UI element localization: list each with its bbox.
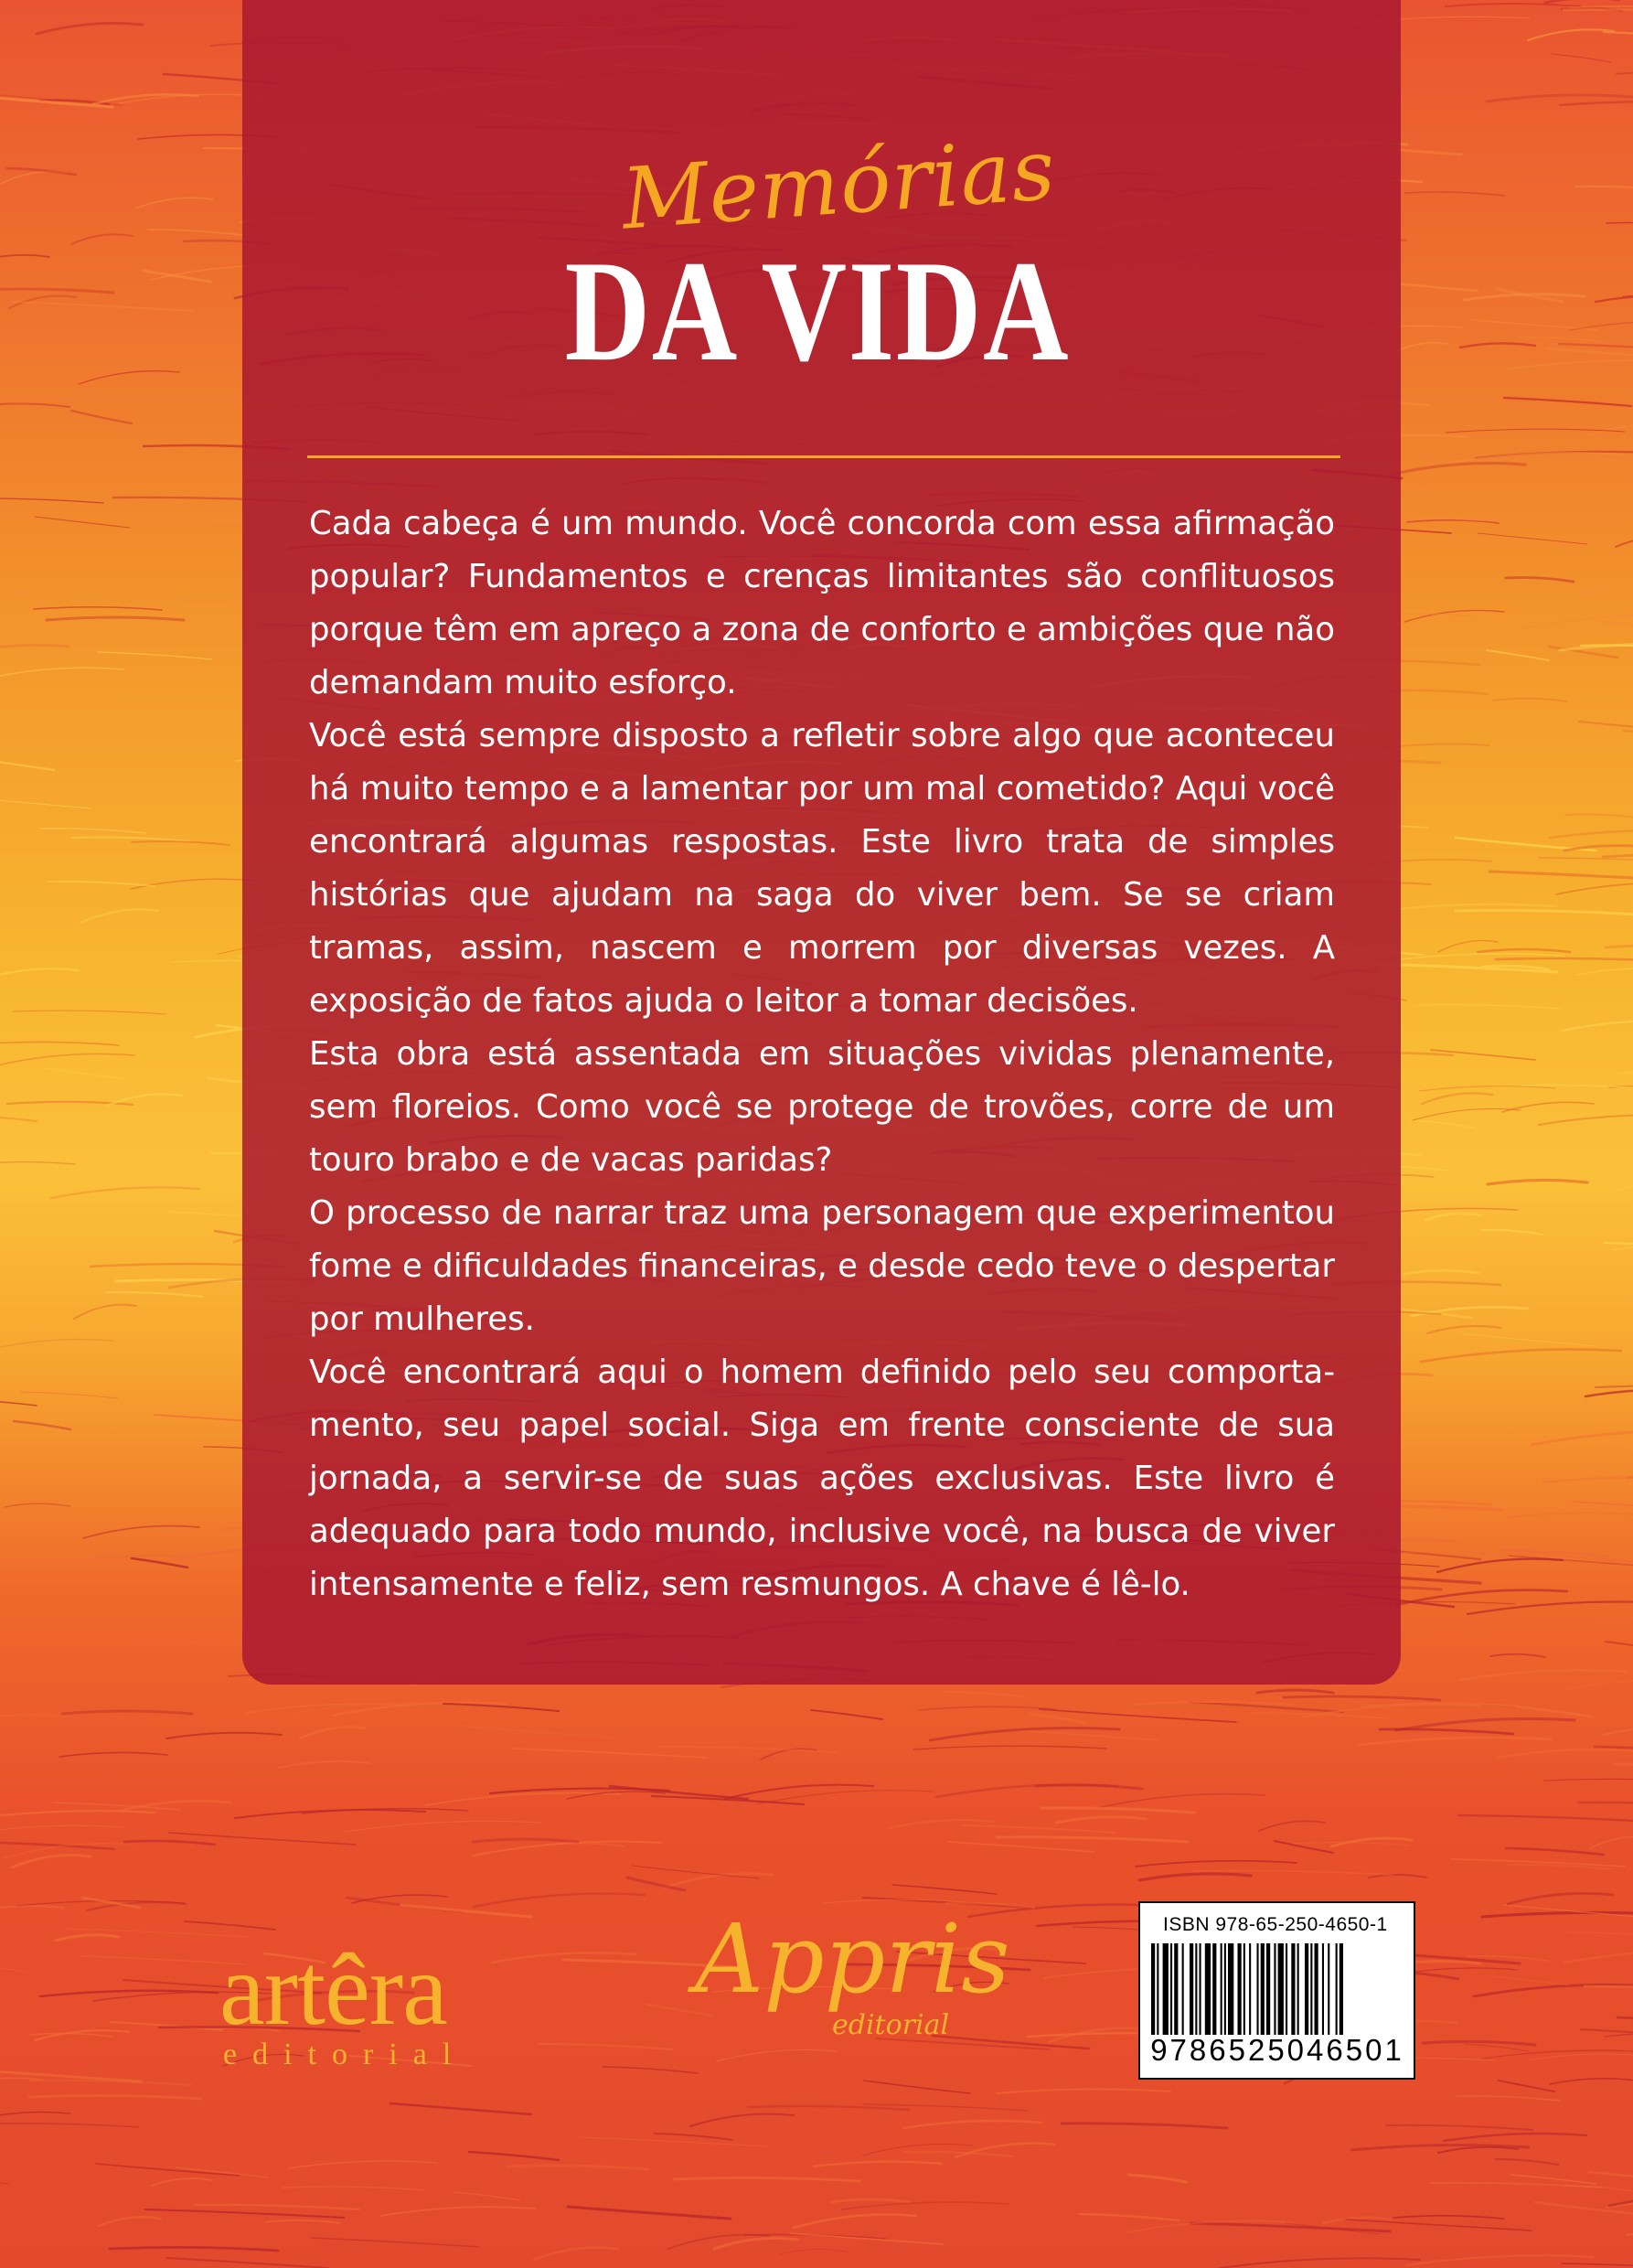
artera-logo (219, 1933, 549, 2076)
title-main: DA VIDA (564, 231, 1071, 391)
ean-digits: 9786525046501 (1150, 2033, 1404, 2067)
appris-logo-word: Appris (695, 1903, 1010, 2015)
blurb-paragraph: O processo de narrar traz uma personagem que experimentou fome e dificuldades financeiras, e desde cedo teve o despertar por mulheres. (309, 1194, 1335, 1338)
barcode-bars (1151, 1943, 1406, 2035)
blurb-paragraph: Cada cabeça é um mundo. Você concorda com essa afirmação popular? Fundamentos e crenças limitantes são conflituosos porque têm em apreço a zona de conforto e ambições que não demandam muito esforço. (309, 505, 1335, 701)
blurb-paragraph: Esta obra está assentada em situações vividas plenamente, sem floreios. Como você se protege de trovões, corre de um touro brabo e de vacas paridas? (309, 1035, 1335, 1179)
blurb-paragraph: Você encontrará aqui o homem definido pelo seu comportamento, seu papel social. Siga em frente consciente de sua jornada, a servir-se de suas ações exclusivas. Este livro é adequado para todo mundo, inclusive você, na busca de viver intensamente e feliz, sem resmungos. A chave é lê-lo. (309, 1353, 1335, 1603)
blurb-paragraph: Você está sempre disposto a refletir sobre algo que aconteceu há muito tempo e a lamentar por um mal cometido? Aqui você encontrará algumas respostas. Este livro trata de simples histórias que ajudam na saga do viver bem. Se se criam tramas, assim, nascem e morrem por diversas vezes. A exposição de fatos ajuda o leitor a tomar decisões. (309, 717, 1335, 1020)
appris-logo-sub: editorial (832, 2009, 950, 2041)
artera-logo-word: artêra (219, 1933, 447, 2047)
isbn-barcode (1138, 1901, 1415, 2080)
artera-logo-sub: editorial (223, 2038, 467, 2071)
title-divider (307, 455, 1340, 458)
appris-logo (695, 1903, 1010, 2076)
isbn-label: ISBN 978-65-250-4650-1 (1163, 1914, 1388, 1935)
title-script: Memórias (618, 120, 1059, 249)
back-cover-blurb (309, 497, 1335, 1611)
